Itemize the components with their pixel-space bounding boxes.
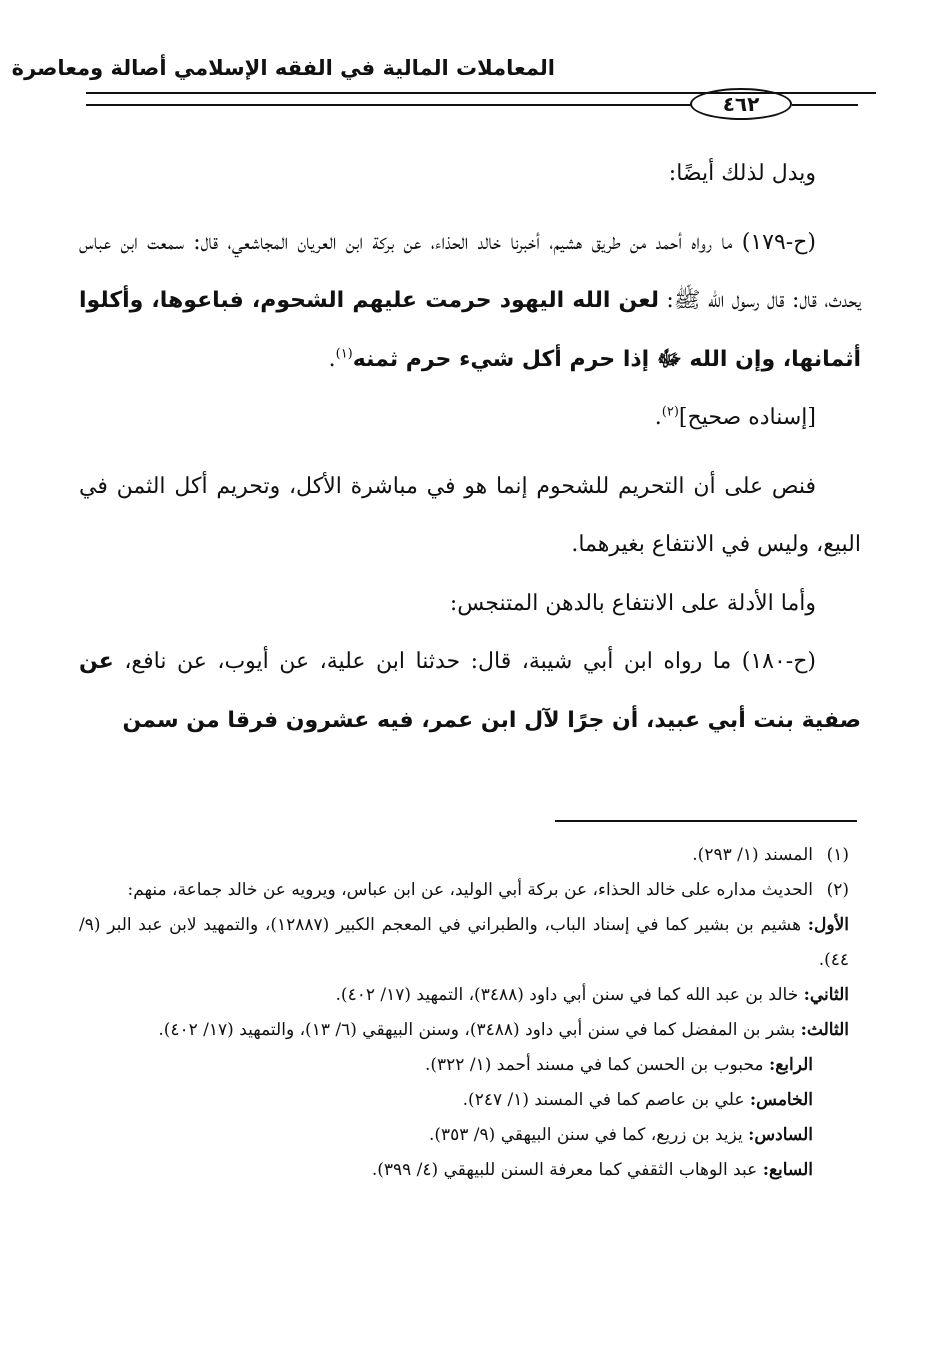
hadith-179-intro: (ح-١٧٩) ما رواه أحمد من طريق هشيم، أخبرنا خالد الحذاء، عن بركة ابن العريان المجاشعي، قال: سمعت ابن عباس يحدث، قال: قال رسول الله ﷺ: xyxy=(79,229,861,313)
footnote-1-number: (١) xyxy=(826,845,849,865)
item-label: السابع: xyxy=(762,1160,813,1180)
grading-end: . xyxy=(654,405,662,430)
paragraph-section-intro: وأما الأدلة على الانتفاع بالدهن المتنجس: xyxy=(449,590,816,616)
footnotes xyxy=(79,838,849,1188)
footnote-2-item xyxy=(79,1083,849,1118)
footnote-2-item xyxy=(79,978,849,1013)
hadith-179-end: . xyxy=(328,346,336,372)
footnote-ref-1[interactable]: (١) xyxy=(335,346,353,362)
item-text: عبد الوهاب الثقفي كما معرفة السنن للبيهقي (٤/ ٣٩٩). xyxy=(371,1160,758,1180)
page-number xyxy=(690,88,792,120)
paragraph-1: ويدل لذلك أيضًا: xyxy=(668,161,816,186)
item-text: خالد بن عبد الله كما في سنن أبي داود (٣٤٨٨)، التمهيد (١٧/ ٤٠٢). xyxy=(335,985,799,1005)
page-number-text: ٤٦٢ xyxy=(722,92,760,116)
item-label: الثالث: xyxy=(800,1020,849,1040)
footnote-2-item xyxy=(79,1118,849,1153)
footnote-2-item xyxy=(79,1013,849,1048)
footnote-2-number: (٢) xyxy=(826,880,849,900)
paragraph-grading xyxy=(79,389,861,448)
hadith-180-intro: (ح-١٨٠) ما رواه ابن أبي شيبة، قال: حدثنا ابن علية، عن أيوب، عن نافع، xyxy=(124,649,816,674)
hadith-179-text: لعن الله اليهود حرمت عليهم الشحوم، فباعوها، وأكلوا أثمانها، وإن الله ﷻ إذا حرم أكل شيء حرم ثمنه xyxy=(79,288,861,372)
paragraph-commentary: فنص على أن التحريم للشحوم إنما هو في مباشرة الأكل، وتحريم أكل الثمن في البيع، وليس في الانتفاع بغيرهما. xyxy=(79,473,861,557)
footnote-ref-2[interactable]: (٢) xyxy=(661,404,679,420)
footnote-2 xyxy=(79,873,849,908)
item-text: محبوب بن الحسن كما في مسند أحمد (١/ ٣٢٢). xyxy=(424,1055,764,1075)
item-label: الثاني: xyxy=(803,985,849,1005)
footnote-2-item xyxy=(79,1048,849,1083)
hadith-180-text: عن صفية بنت أبي عبيد، أن جرًا لآل ابن عمر، فيه عشرون فرقا من سمن xyxy=(79,649,861,733)
item-text: علي بن عاصم كما في المسند (١/ ٢٤٧). xyxy=(462,1090,745,1110)
footnote-2-item xyxy=(79,908,849,978)
footnote-1 xyxy=(79,838,849,873)
grading-text: [إسناده صحيح] xyxy=(678,405,816,430)
footnote-2-text: الحديث مداره على خالد الحذاء، عن بركة أبي الوليد، عن ابن عباس، ويرويه عن خالد جماعة، منهم: xyxy=(127,880,813,900)
footnote-1-text: المسند (١/ ٢٩٣). xyxy=(692,845,813,865)
item-text: يزيد بن زريع، كما في سنن البيهقي (٩/ ٣٥٣). xyxy=(428,1125,743,1145)
item-label: الأول: xyxy=(807,915,849,935)
header-rule-left xyxy=(86,104,692,106)
item-text: بشر بن المفضل كما في سنن أبي داود (٣٤٨٨)، وسنن البيهقي (٦/ ١٣)، والتمهيد (١٧/ ٤٠٢). xyxy=(158,1020,796,1040)
item-label: الخامس: xyxy=(749,1090,813,1110)
paragraph-hadith-179 xyxy=(79,214,861,390)
footnote-2-item xyxy=(79,1153,849,1188)
paragraph-hadith-180 xyxy=(79,633,861,750)
item-label: الرابع: xyxy=(768,1055,813,1075)
main-text xyxy=(79,145,861,750)
item-text: هشيم بن بشير كما في إسناد الباب، والطبراني في المعجم الكبير (١٢٨٨٧)، والتمهيد لابن عبد البر (٩/ ٤٤). xyxy=(79,915,849,970)
item-label: السادس: xyxy=(748,1125,813,1145)
header-rule-right xyxy=(792,104,858,106)
footnote-separator xyxy=(555,820,857,822)
running-title: المعاملات المالية في الفقه الإسلامي أصالة ومعاصرة xyxy=(11,56,555,80)
